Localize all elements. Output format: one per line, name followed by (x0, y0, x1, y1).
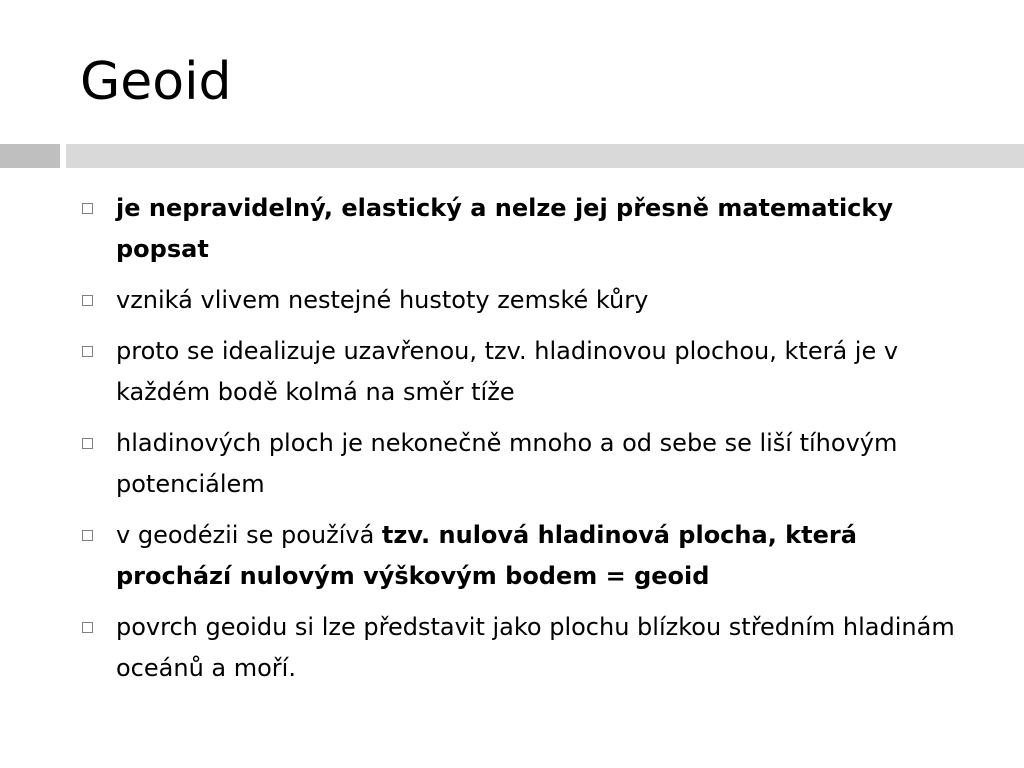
bullet-item (80, 607, 980, 689)
bullet-item (80, 280, 980, 321)
square-bullet-icon (82, 622, 93, 633)
square-bullet-icon (82, 438, 93, 449)
square-bullet-icon (82, 295, 93, 306)
bullet-list (80, 188, 980, 699)
bullet-item (80, 188, 980, 270)
slide-title: Geoid (80, 52, 232, 112)
bullet-text: v geodézii se používá (116, 521, 382, 549)
bullet-text-bold: tzv. nulová hladinová plocha, která prochází nulovým výškovým bodem = geoid (116, 521, 857, 590)
bullet-text-bold: je nepravidelný, elastický a nelze jej přesně matematicky popsat (116, 194, 894, 263)
bullet-text: proto se idealizuje uzavřenou, tzv. hladinovou plochou, která je v každém bodě kolmá na směr tíže (116, 337, 899, 406)
square-bullet-icon (82, 203, 93, 214)
bullet-item (80, 423, 980, 505)
bullet-text: vzniká vlivem nestejné hustoty zemské kůry (116, 286, 649, 314)
accent-bar-left (0, 144, 60, 168)
bullet-text: povrch geoidu si lze představit jako plochu blízkou středním hladinám oceánů a moří. (116, 613, 955, 682)
square-bullet-icon (82, 530, 93, 541)
bullet-item (80, 515, 980, 597)
bullet-text: hladinových ploch je nekonečně mnoho a od sebe se liší tíhovým potenciálem (116, 429, 898, 498)
square-bullet-icon (82, 346, 93, 357)
accent-bar-right (66, 144, 1024, 168)
bullet-item (80, 331, 980, 413)
